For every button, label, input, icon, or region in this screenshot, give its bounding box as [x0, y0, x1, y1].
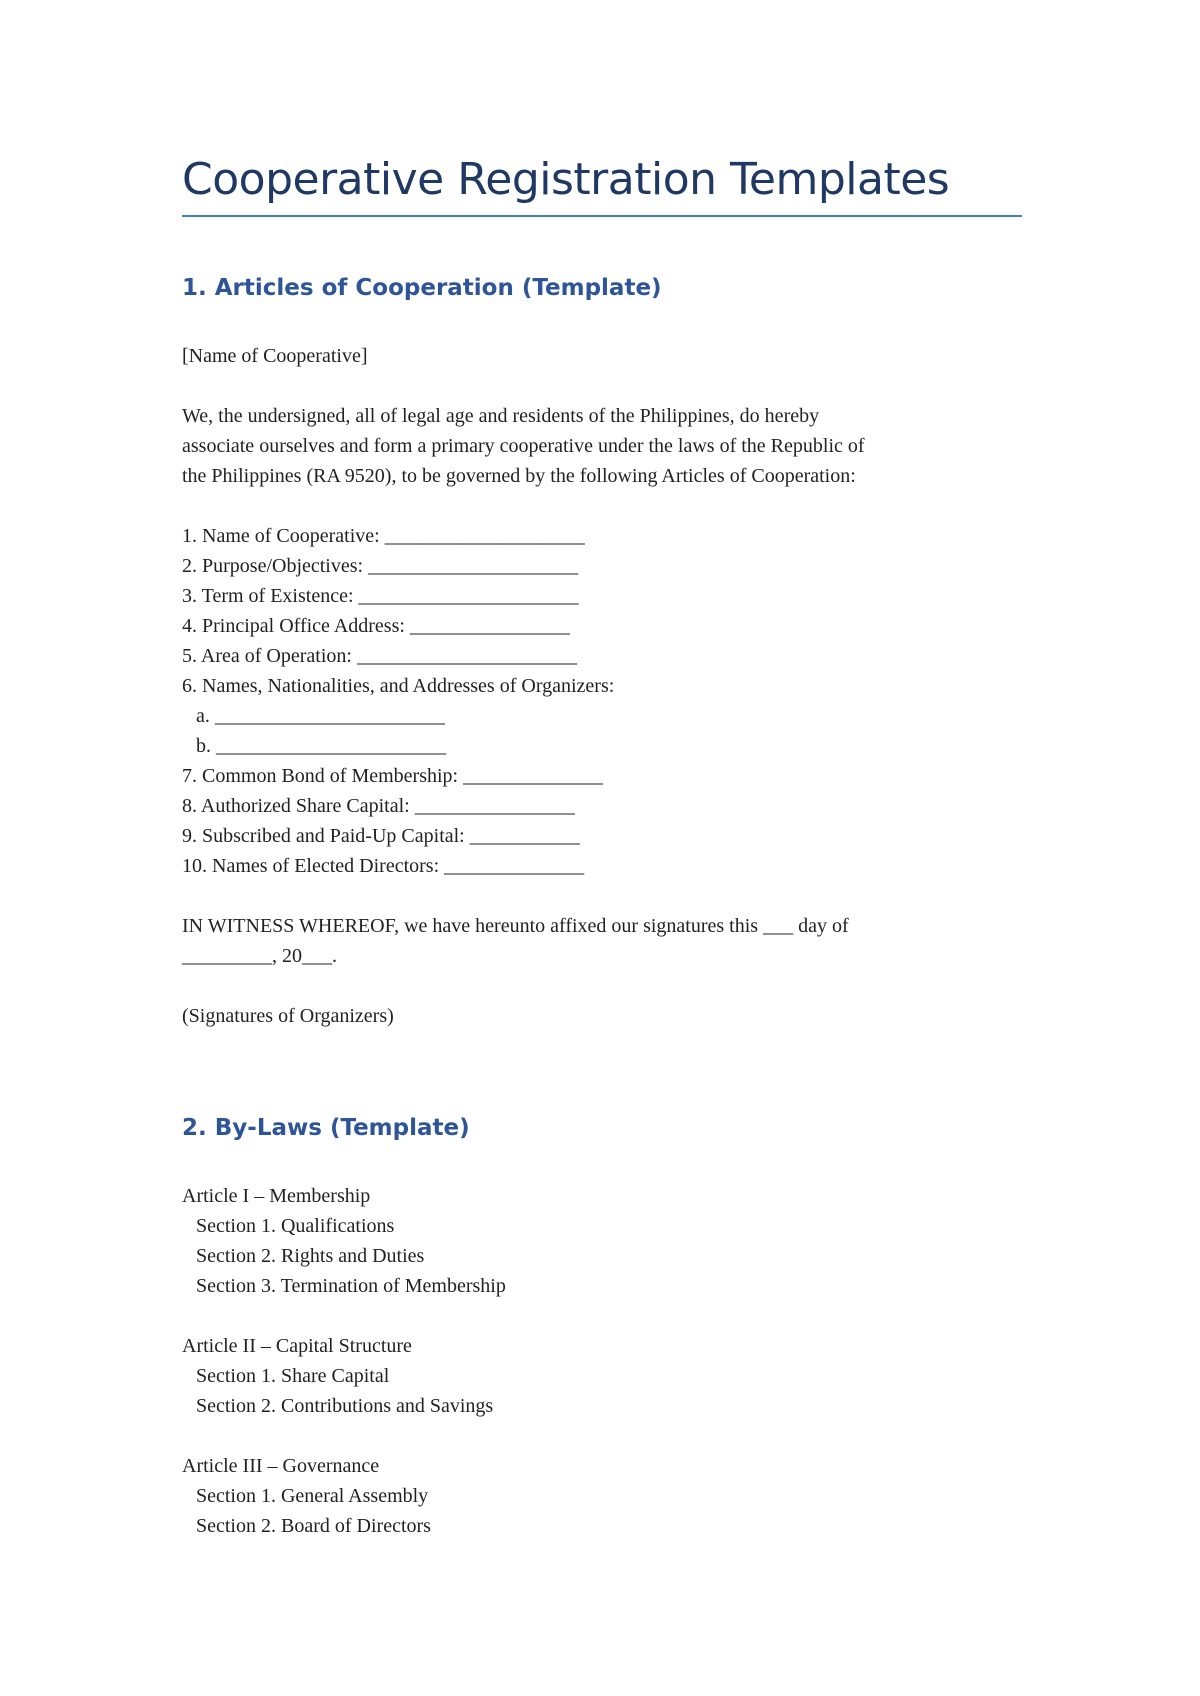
field-organizers: 6. Names, Nationalities, and Addresses of Organizers:	[182, 675, 615, 697]
article-section: Section 1. Share Capital	[196, 1365, 390, 1387]
spacer	[182, 881, 1022, 911]
intro-line: the Philippines (RA 9520), to be governed by the following Articles of Cooperation:	[182, 465, 856, 487]
article-title: Article III – Governance	[182, 1455, 380, 1477]
article-section: Section 2. Rights and Duties	[196, 1245, 425, 1267]
field-purpose-objectives: 2. Purpose/Objectives: _____________________	[182, 555, 579, 577]
spacer	[182, 1421, 1022, 1451]
organizer-line-a: a. _______________________	[196, 705, 445, 727]
field-authorized-share-capital: 8. Authorized Share Capital: ________________	[182, 795, 575, 817]
field-principal-office-address: 4. Principal Office Address: ________________	[182, 615, 570, 637]
witness-line: IN WITNESS WHEREOF, we have hereunto affixed our signatures this ___ day of	[182, 915, 849, 937]
field-common-bond: 7. Common Bond of Membership: ______________	[182, 765, 604, 787]
article-section: Section 2. Contributions and Savings	[196, 1395, 494, 1417]
intro-line: We, the undersigned, all of legal age and residents of the Philippines, do hereby	[182, 405, 820, 427]
witness-line: _________, 20___.	[182, 945, 337, 967]
title-underline	[182, 215, 1022, 217]
document-title: Cooperative Registration Templates	[182, 154, 950, 205]
section-heading-articles-of-cooperation: 1. Articles of Cooperation (Template)	[182, 275, 662, 301]
spacer	[182, 491, 1022, 521]
by-laws-body	[182, 1181, 1022, 1541]
organizer-line-b: b. _______________________	[196, 735, 446, 757]
article-title: Article II – Capital Structure	[182, 1335, 412, 1357]
spacer	[182, 971, 1022, 1001]
spacer	[182, 371, 1022, 401]
field-area-of-operation: 5. Area of Operation: ______________________	[182, 645, 577, 667]
article-section: Section 2. Board of Directors	[196, 1515, 431, 1537]
article-section: Section 1. Qualifications	[196, 1215, 395, 1237]
field-elected-directors: 10. Names of Elected Directors: ______________	[182, 855, 585, 877]
article-section: Section 3. Termination of Membership	[196, 1275, 506, 1297]
signatures-note: (Signatures of Organizers)	[182, 1005, 394, 1027]
field-term-of-existence: 3. Term of Existence: ______________________	[182, 585, 579, 607]
article-section: Section 1. General Assembly	[196, 1485, 429, 1507]
articles-body	[182, 341, 1022, 1031]
section-heading-by-laws: 2. By-Laws (Template)	[182, 1115, 470, 1141]
intro-line: associate ourselves and form a primary cooperative under the laws of the Republic of	[182, 435, 865, 457]
field-name-of-cooperative: 1. Name of Cooperative: ____________________	[182, 525, 585, 547]
spacer	[182, 1301, 1022, 1331]
field-subscribed-paid-up-capital: 9. Subscribed and Paid-Up Capital: ___________	[182, 825, 580, 847]
coop-name-placeholder: [Name of Cooperative]	[182, 345, 368, 367]
article-title: Article I – Membership	[182, 1185, 371, 1207]
